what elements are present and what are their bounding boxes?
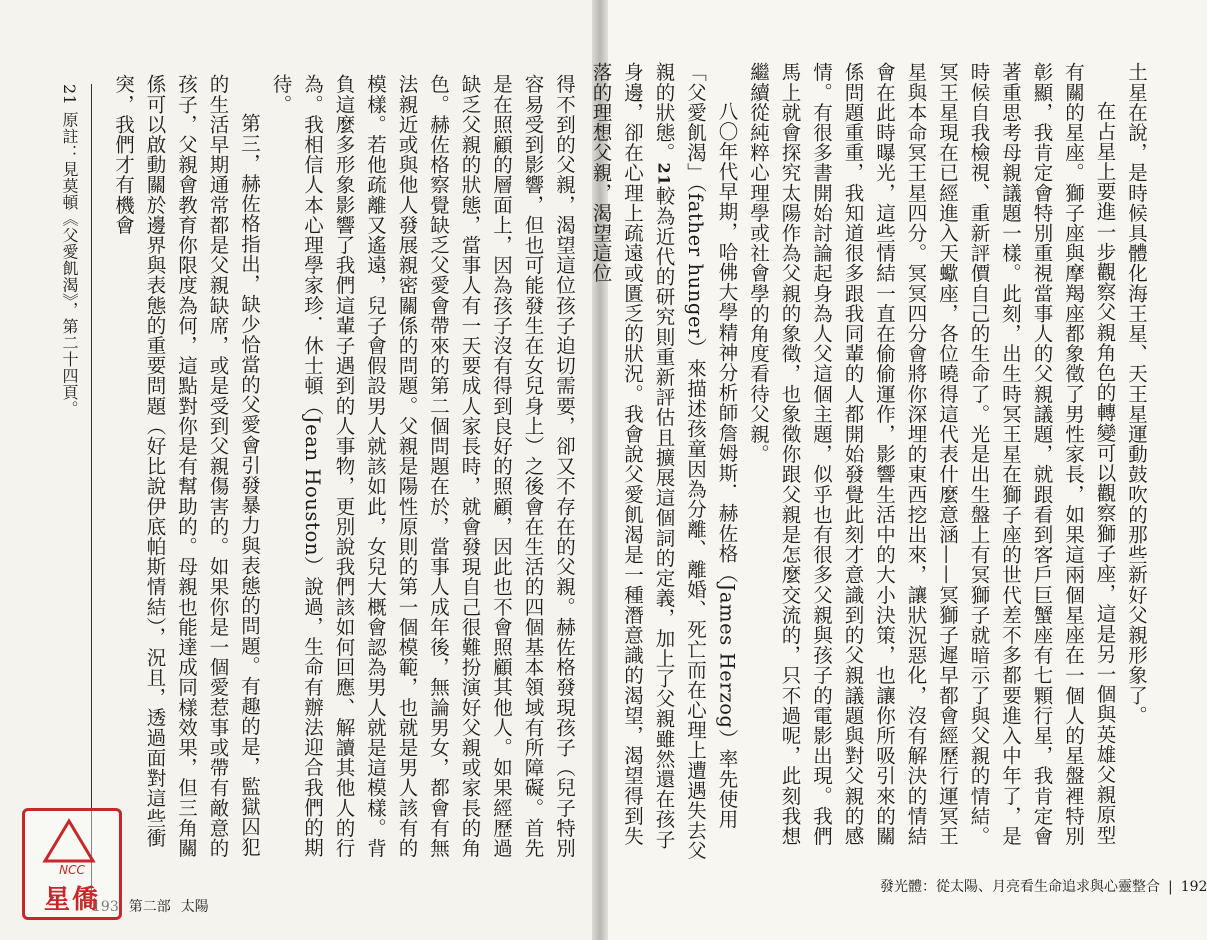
paragraph [585,62,743,862]
left-page-body [112,74,580,874]
note-marker: 21 [654,162,674,186]
footnote [52,84,82,784]
part-label: 第二部 [128,899,171,915]
page-number: 192 [1180,879,1207,895]
paragraph: 在占星上要進一步觀察父親角色的轉變可以觀察獅子座，這是另一個與英雄父親原型有關的星座。獅子座與摩羯座都象徵了男性家長，如果這兩個星座在一個人的星盤裡特別彰顯，我肯定會特別重視當事人的父親議題，就跟看到客戶巨蟹座有七顆行星，我肯定會著重思考母親議題一樣。此刻，出生時冥王星在獅子座的世代差不多都要進入中年了，是時候自我檢視、重新評價自己的生命了。光是出生盤上有冥獅子就暗示了與父親的情結。冥王星現在已經進入天蠍座，各位曉得這代表什麼意涵——冥獅子遲早都會經歷行運冥王星與本命冥王星四分。冥冥四分會將你深埋的東西挖出來，讓狀況惡化，沒有解決的情結會在此時曝光，這些情結一直在偷偷運作，影響生活中的大小決策，也讓你所吸引來的關係問題重重，我知道很多跟我同輩的人都開始發覺此刻才意識到的父親議題與對父親的感情。有很多書開始討論起身為人父這個主題，似乎也有很多父親與孩子的電影出現。我們馬上就會探究太陽作為父親的象徵，也象徵你跟父親是怎麼交流的，只不過呢，此刻我想繼續從純粹心理學或社會學的角度看待父親。 [747,62,1117,846]
paragraph-text: 八〇年代早期，哈佛大學精神分析師詹姆斯．赫佐格（James Herzog）率先使用「父愛飢渴」（father hunger）來描述孩童因為分離、離婚、死亡而在心理上遭遇失去父親的狀態。 [652,62,739,861]
paragraph: 第三，赫佐格指出，缺少恰當的父愛會引發暴力與表態的問題。有趣的是，監獄囚犯的生活早期通常都是父親缺席，或是受到父親傷害的。如果你是一個愛惹事或帶有敵意的孩子，父親會教育你限度為何，這點對你是有幫助的。母親也能達成同樣效果，但三角關係可以啟動關於邊界與表態的重要問題（好比說伊底帕斯情結），況且，透過面對這些衝突，我們才有機會 [112,74,261,858]
footnote-number: 21 [60,84,79,106]
footnote-divider [91,84,92,904]
section-label: 太陽 [180,899,209,915]
stamp-text-en: NCC [59,863,85,877]
paragraph: 得不到的父親，渴望這位孩子迫切需要，卻又不存在的父親。赫佐格發現孩子（兒子特別容易受到影響，但也可能發生在女兒身上）之後會在生活的四個基本領域有所障礙。首先是在照顧的層面上，因為孩子沒有得到良好的照顧，因此也不會照顧其他人。如果經歷過缺乏父親的狀態，當事人有一天要成人家長時，就會發現自己很難扮演好父親或家長的角色。赫佐格察覺缺乏父愛會帶來的第二個問題在於，當事人成年後，無論男女，都會有無法親近或與他人發展親密關係的問題。父親是陽性原則的第一個模範，也就是男人該有的模樣。若他疏離又遙遠，兒子會假設男人就該如此，女兒大概會認為男人就是這模樣。背負這麼多形象影響了我們這輩子遇到的人事物，更別說我們該如何回應、解讀其他人的行為。我相信人本心理學家珍．休士頓（Jean Houston）說過，生命有辦法迎合我們的期待。 [269,74,576,858]
footer-separator: | [1168,879,1173,895]
right-page-footer [880,876,1207,896]
right-page-body [589,62,1152,862]
footnote-text: 原註：見莫頓《父愛飢渴》，第二十四頁。 [60,111,79,417]
watermark-stamp [22,808,122,920]
paragraph-text: 較為近代的研究則重新評估且擴展這個詞的定義，加上了父親雖然還在孩子身邊，卻在心理上疏遠或匱乏的狀況。我會說父愛飢渴是一種潛意識的渴望，渴望得到失落的理想父親，渴望這位 [589,62,676,850]
page-number: 193 [92,899,119,915]
triangle-icon [41,817,97,865]
book-title: 發光體：從太陽、月亮看生命追求與心靈整合 [880,879,1160,895]
stamp-text-zh: 星僑 [43,885,100,915]
paragraph: 土星在說，是時候具體化海王星、天王星運動鼓吹的那些新好父親形象了。 [1125,62,1148,726]
